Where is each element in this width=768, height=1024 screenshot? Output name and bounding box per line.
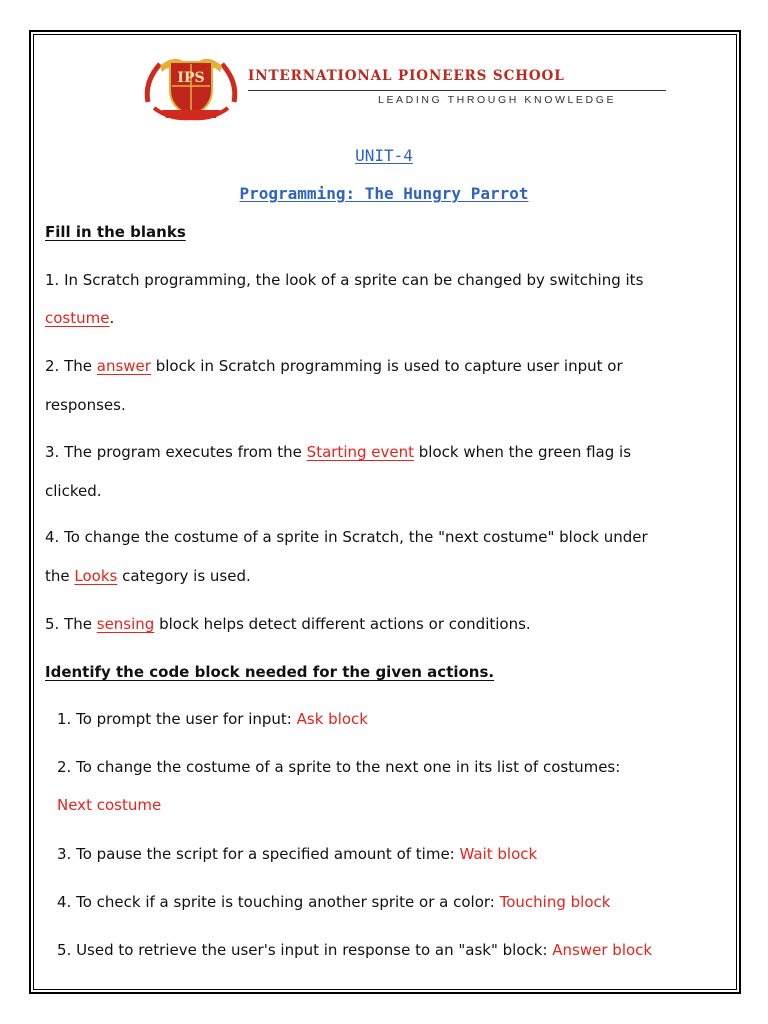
- question-1: 1. In Scratch programming, the look of a sprite can be changed by switching its: [45, 271, 644, 289]
- identify-item-3: 3. To pause the script for a specified amount of time: Wait block: [57, 845, 538, 863]
- answer-answer-block: Answer block: [552, 941, 653, 959]
- school-crest-logo: [140, 52, 242, 122]
- school-name: INTERNATIONAL PIONEERS SCHOOL: [248, 68, 565, 84]
- identify-item-5: 5. Used to retrieve the user's input in response to an "ask" block: Answer block: [57, 941, 653, 959]
- school-header: [140, 52, 670, 122]
- unit-label: UNIT-4: [355, 146, 413, 165]
- question-1-answer-line: costume.: [45, 309, 115, 327]
- answer-next-costume: Next costume: [57, 796, 162, 814]
- section-heading-identify-blocks: Identify the code block needed for the given actions.: [45, 663, 495, 681]
- header-divider: [248, 90, 666, 91]
- svg-text:IPS: IPS: [177, 70, 205, 86]
- answer-looks: Looks: [74, 567, 118, 585]
- school-tagline: LEADING THROUGH KNOWLEDGE: [378, 94, 617, 106]
- answer-costume: costume: [45, 309, 110, 327]
- identify-item-2: 2. To change the costume of a sprite to the next one in its list of costumes:: [57, 758, 621, 776]
- question-5: 5. The sensing block helps detect different actions or conditions.: [45, 615, 531, 633]
- identify-item-4: 4. To check if a sprite is touching another sprite or a color: Touching block: [57, 893, 611, 911]
- section-heading-fill-blanks: Fill in the blanks: [45, 223, 186, 241]
- question-2-cont: responses.: [45, 396, 126, 414]
- question-4: 4. To change the costume of a sprite in Scratch, the "next costume" block under: [45, 528, 648, 546]
- answer-starting-event: Starting event: [306, 443, 415, 461]
- answer-answer: answer: [96, 357, 151, 375]
- answer-ask-block: Ask block: [296, 710, 368, 728]
- identify-item-2-answer: [57, 795, 161, 815]
- question-4-cont: the Looks category is used.: [45, 567, 251, 585]
- chapter-title: Programming: The Hungry Parrot: [239, 184, 529, 203]
- answer-wait-block: Wait block: [459, 845, 538, 863]
- identify-item-1: 1. To prompt the user for input: Ask block: [57, 710, 368, 728]
- question-3-cont: clicked.: [45, 482, 102, 500]
- question-3: 3. The program executes from the Starting event block when the green flag is: [45, 443, 632, 461]
- answer-sensing: sensing: [96, 615, 155, 633]
- question-2: 2. The answer block in Scratch programming is used to capture user input or: [45, 357, 623, 375]
- answer-touching-block: Touching block: [499, 893, 611, 911]
